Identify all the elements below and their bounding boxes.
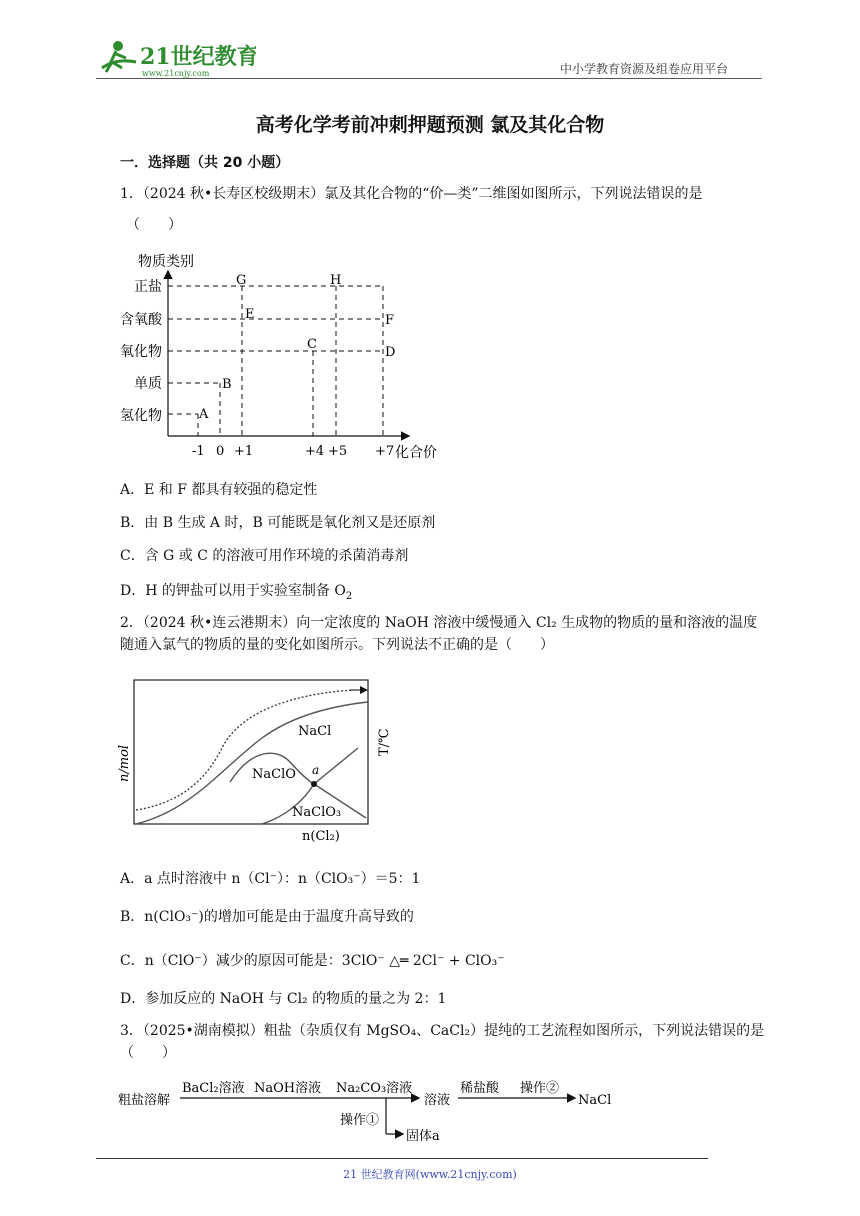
point-F: F bbox=[385, 313, 395, 328]
footer-text: 21 世纪教育网(www.21cnjy.com) bbox=[343, 1168, 517, 1181]
y-cat-oxyacid: 含氧酸 bbox=[120, 312, 162, 328]
logo-url: www.21cnjy.com bbox=[142, 69, 210, 78]
point-A: A bbox=[199, 407, 209, 422]
nacl-label: NaCl bbox=[298, 724, 332, 739]
reaction-curve-chart bbox=[112, 678, 394, 850]
naclo-label: NaClO bbox=[252, 767, 296, 782]
site-logo bbox=[96, 36, 256, 80]
point-a-label: a bbox=[312, 763, 320, 777]
q2-option-d: D．参加反应的 NaOH 与 Cl₂ 的物质的量之为 2：1 bbox=[120, 991, 447, 1007]
point-D: D bbox=[385, 345, 396, 360]
x-tick-p4: +4 bbox=[305, 444, 325, 459]
point-G: G bbox=[236, 273, 247, 288]
flow-start: 粗盐溶解 bbox=[118, 1093, 171, 1108]
footer-divider bbox=[96, 1158, 708, 1159]
x-axis-title: 化合价 bbox=[395, 445, 437, 461]
y-left-label: n/mol bbox=[117, 744, 132, 782]
q3-stem: 3．（2025•湖南模拟）粗盐（杂质仅有 MgSO₄、CaCl₂）提纯的工艺流程如图所示，下列说法错误的是（ ） bbox=[120, 1023, 765, 1061]
x-tick-0: 0 bbox=[216, 444, 225, 459]
flow-step4: 稀盐酸 bbox=[460, 1081, 500, 1096]
q2-stem: 2．（2024 秋•连云港期末）向一定浓度的 NaOH 溶液中缓慢通入 Cl₂ 生成物的物质的量和溶液的温度随通入氯气的物质的量的变化如图所示。下列说法不正确的是（ ） bbox=[120, 615, 758, 653]
q2-option-a: A．a 点时溶液中 n（Cl⁻）：n（ClO₃⁻）＝5：1 bbox=[120, 871, 421, 887]
naclo3-label: NaClO₃ bbox=[292, 805, 342, 820]
point-H: H bbox=[330, 273, 342, 288]
flow-op1: 操作① bbox=[340, 1113, 380, 1128]
q1-option-b: B．由 B 生成 A 时，B 可能既是氧化剂又是还原剂 bbox=[120, 515, 436, 531]
x-tick-p5: +5 bbox=[328, 444, 348, 459]
valence-class-diagram bbox=[118, 248, 448, 467]
x-label: n(Cl₂) bbox=[302, 829, 340, 844]
section-heading: 一．选择题（共 20 小题） bbox=[120, 155, 290, 171]
q1-option-a: A．E 和 F 都具有较强的稳定性 bbox=[120, 482, 318, 498]
x-tick-m1: -1 bbox=[192, 444, 205, 459]
y-cat-element: 单质 bbox=[134, 376, 162, 392]
flow-solution: 溶液 bbox=[424, 1093, 451, 1108]
q1-option-c: C．含 G 或 C 的溶液可用作环境的杀菌消毒剂 bbox=[120, 548, 409, 564]
header-divider bbox=[96, 78, 762, 79]
y-axis-title: 物质类别 bbox=[138, 254, 194, 270]
q1-option-d: D．H 的钾盐可以用于实验室制备 $O_2$ bbox=[120, 583, 353, 602]
y-cat-hydride: 氢化物 bbox=[120, 408, 162, 424]
flow-step2: NaOH溶液 bbox=[254, 1081, 322, 1096]
x-tick-p7: +7 bbox=[375, 444, 395, 459]
flow-end: NaCl bbox=[578, 1093, 612, 1108]
flow-solid: 固体a bbox=[406, 1129, 440, 1144]
point-B: B bbox=[222, 377, 232, 392]
temperature-curve bbox=[136, 690, 354, 810]
platform-name: 中小学教育资源及组卷应用平台 bbox=[560, 62, 729, 76]
q2-option-c: C．n（ClO⁻）减少的原因可能是：3ClO⁻ △═ 2Cl⁻ + ClO₃⁻ bbox=[120, 953, 505, 969]
x-tick-p1: +1 bbox=[234, 444, 254, 459]
q1-option-d-text: D．H 的钾盐可以用于实验室制备 O bbox=[120, 583, 346, 599]
point-a-marker bbox=[311, 781, 317, 787]
flow-step3: Na₂CO₃溶液 bbox=[336, 1081, 413, 1096]
flow-op2: 操作② bbox=[520, 1081, 560, 1096]
purification-flowchart bbox=[118, 1074, 638, 1152]
y-cat-salt: 正盐 bbox=[134, 279, 162, 295]
y-cat-oxide: 氧化物 bbox=[120, 344, 162, 360]
y-right-label: T/℃ bbox=[377, 728, 392, 756]
page-title: 高考化学考前冲刺押题预测 氯及其化合物 bbox=[255, 114, 605, 136]
point-C: C bbox=[307, 337, 317, 352]
logo-text: 21世纪教育 bbox=[140, 44, 256, 70]
flow-step1: BaCl₂溶液 bbox=[182, 1081, 245, 1096]
q2-option-b: B．n(ClO₃⁻)的增加可能是由于温度升高导致的 bbox=[120, 909, 414, 925]
q1-paren: （ ） bbox=[126, 217, 182, 233]
q1-stem: 1．（2024 秋•长寿区校级期末）氯及其化合物的“价—类”二维图如图所示，下列说法错误的是 bbox=[120, 186, 703, 202]
point-E: E bbox=[245, 307, 255, 322]
